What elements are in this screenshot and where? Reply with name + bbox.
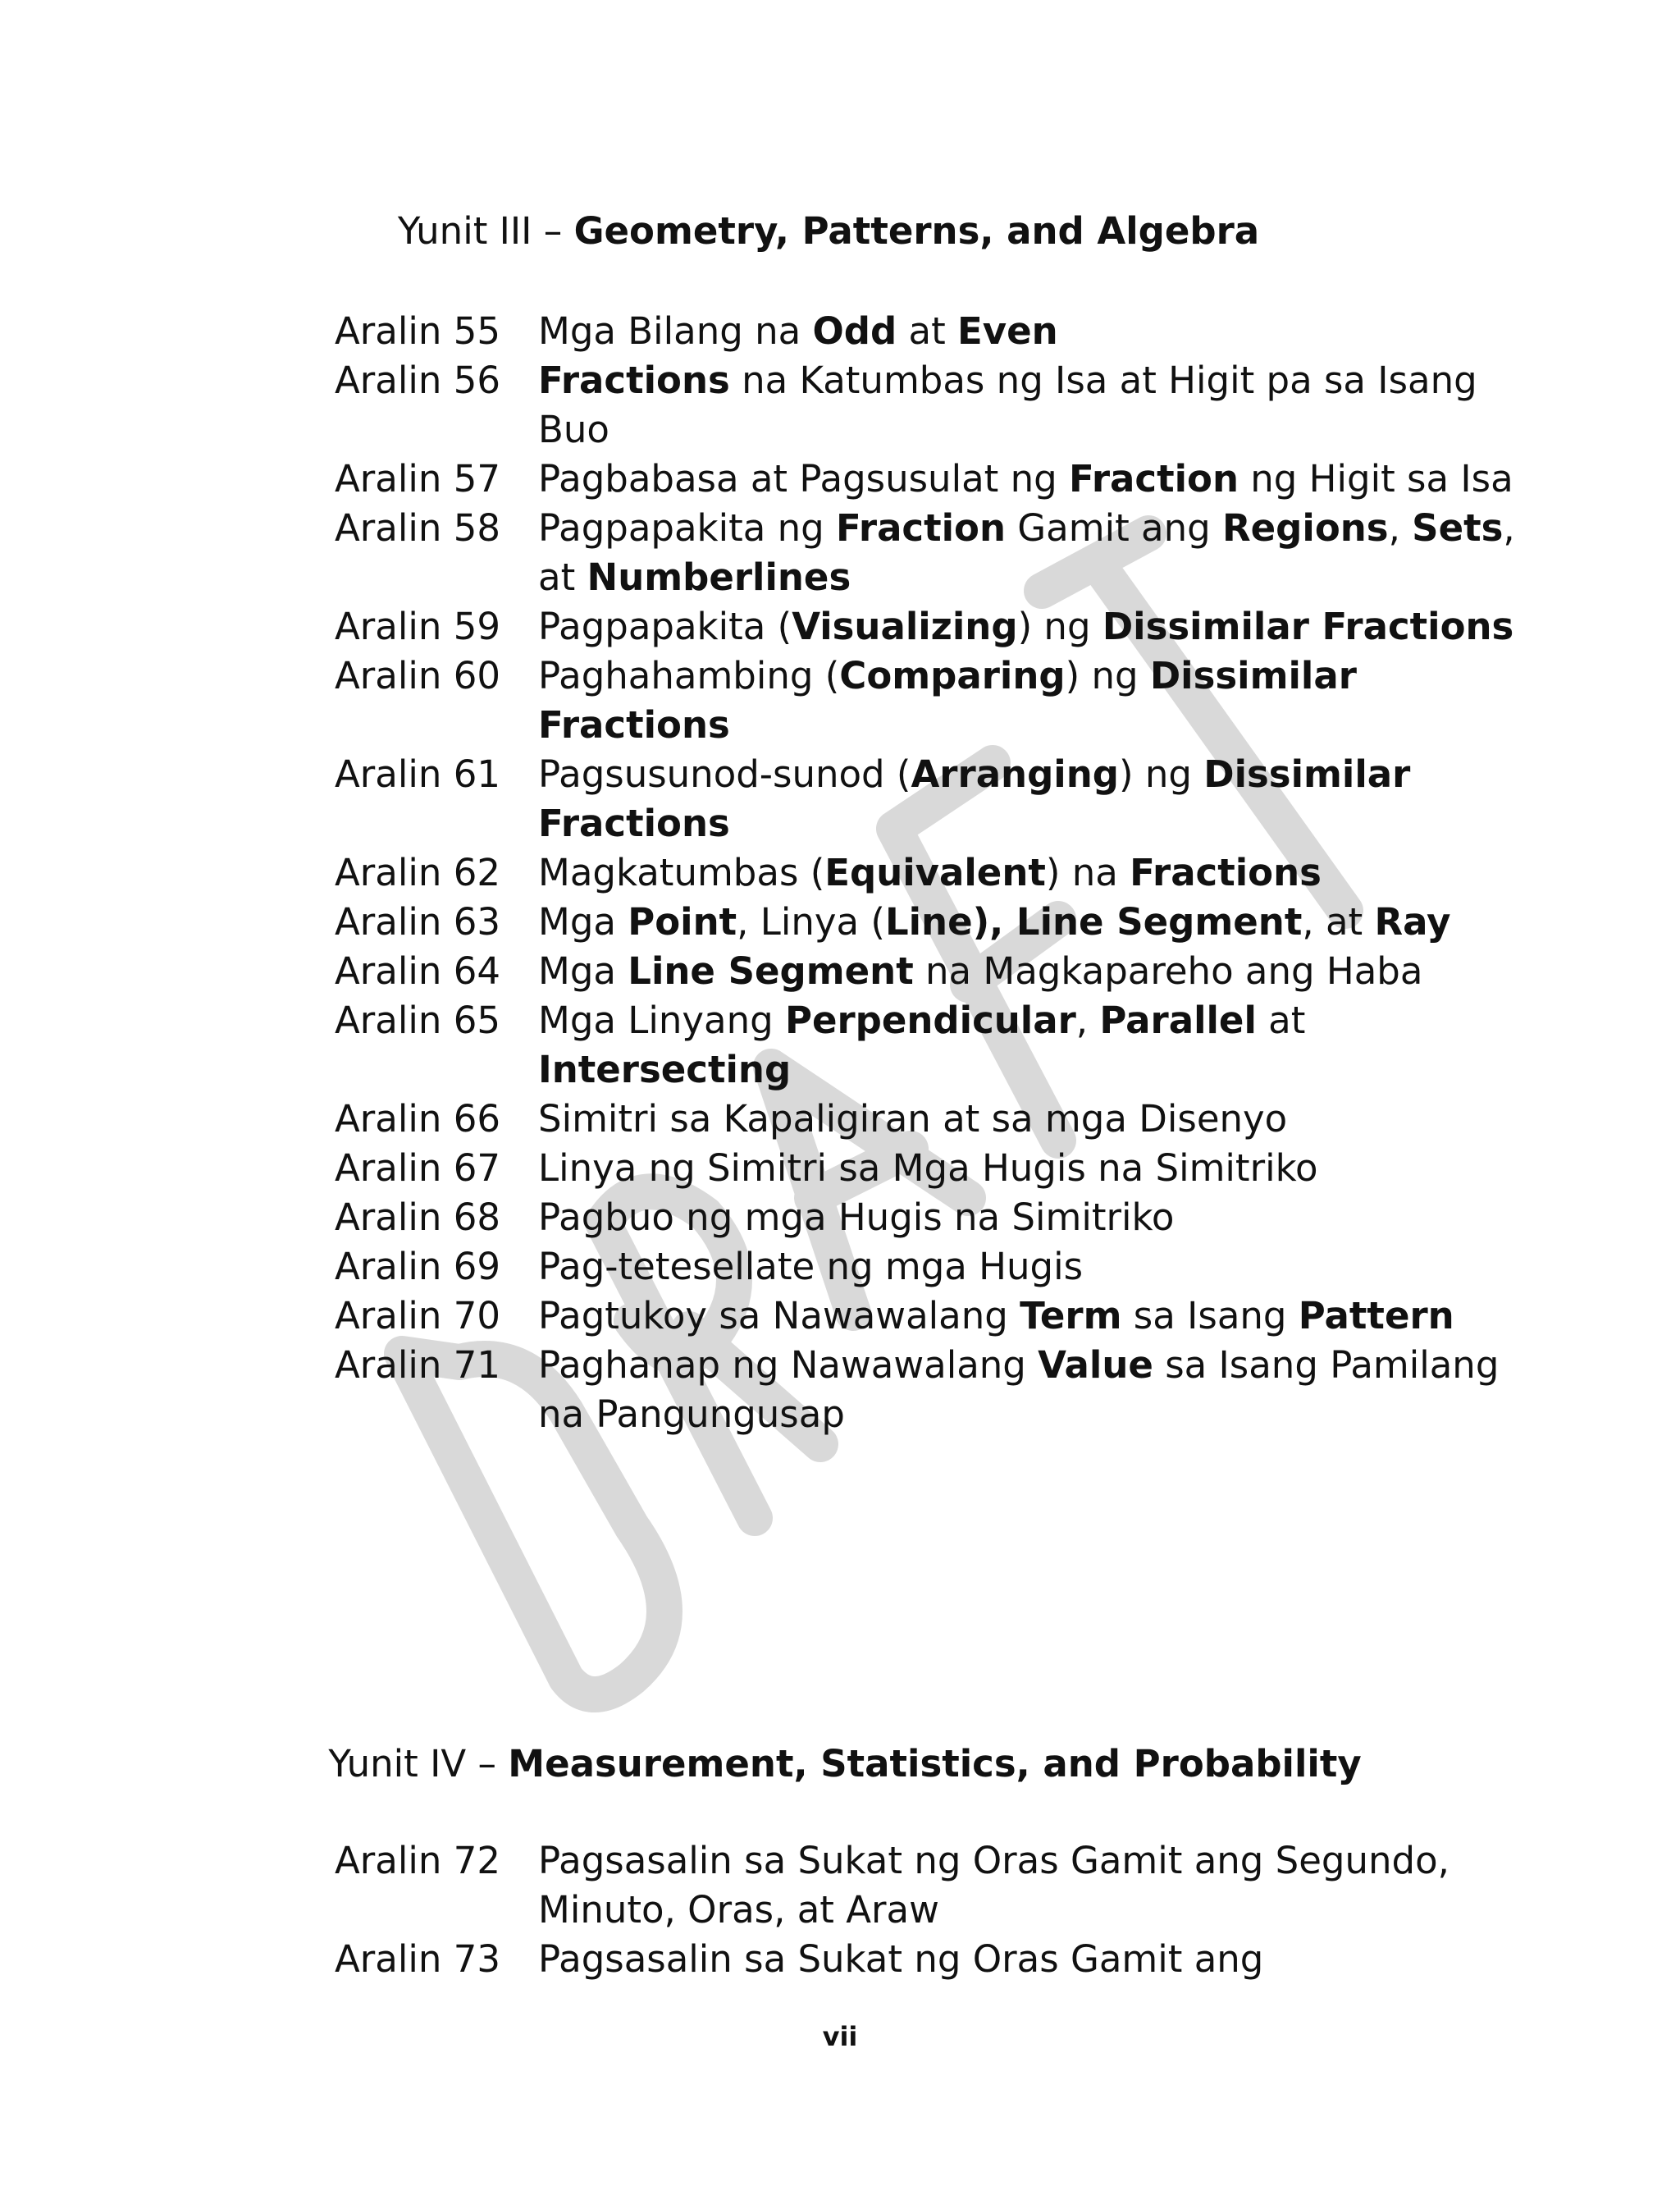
lesson-title-part: Mga Linyang <box>538 999 785 1042</box>
lesson-entry <box>335 356 1647 455</box>
lesson-number: Aralin 56 <box>335 359 500 402</box>
lesson-number: Aralin 62 <box>335 851 500 894</box>
lesson-entry <box>335 848 1647 898</box>
lesson-number: Aralin 72 <box>335 1839 500 1882</box>
lesson-title-part: Paghanap ng Nawawalang <box>538 1343 1039 1387</box>
lesson-number: Aralin 71 <box>335 1343 500 1387</box>
lesson-title <box>538 1341 1555 1439</box>
lesson-title-bold-part: Ray <box>1374 900 1451 944</box>
lesson-number: Aralin 67 <box>335 1146 500 1190</box>
lesson-title-part: Pagsasalin sa Sukat ng Oras Gamit ang <box>538 1937 1264 1981</box>
lesson-number: Aralin 68 <box>335 1196 500 1239</box>
lesson-number: Aralin 73 <box>335 1937 500 1981</box>
lesson-title-bold-part: Odd <box>812 309 897 353</box>
lesson-title <box>538 947 1555 996</box>
lesson-entry <box>335 750 1647 848</box>
lesson-title-part: , at <box>1302 900 1375 944</box>
lesson-entry <box>335 455 1647 504</box>
lesson-title-part: Pagtukoy sa Nawawalang <box>538 1294 1020 1337</box>
lesson-title-bold-part: Visualizing <box>792 605 1018 648</box>
lesson-title-part: Simitri sa Kapaligiran at sa mga Disenyo <box>538 1097 1288 1141</box>
lesson-title <box>538 996 1555 1095</box>
lesson-entry <box>335 1836 1647 1935</box>
lesson-title-part: Pagpapakita ( <box>538 605 792 648</box>
lesson-title <box>538 356 1555 455</box>
lesson-title-part: ng Higit sa Isa <box>1238 457 1513 501</box>
lesson-title-part: Gamit ang <box>1006 506 1223 550</box>
lesson-title-part: ) ng <box>1017 605 1102 648</box>
lesson-title-bold-part: Value <box>1038 1343 1153 1387</box>
lesson-entry <box>335 996 1647 1095</box>
lesson-title-bold-part: Perpendicular <box>784 999 1076 1042</box>
lesson-title-bold-part: Dissimilar Fractions <box>1102 605 1514 648</box>
lesson-number: Aralin 63 <box>335 900 500 944</box>
unit-4-heading <box>5 1740 1680 1789</box>
lesson-title-part: , Linya ( <box>737 900 885 944</box>
lesson-title-bold-part: Even <box>957 309 1058 353</box>
lesson-entry <box>335 898 1647 947</box>
lesson-title <box>538 652 1555 750</box>
unit-4-prefix: Yunit IV – <box>328 1742 509 1785</box>
lesson-title-bold-part: Point <box>628 900 737 944</box>
lesson-entry <box>335 602 1647 652</box>
lesson-title <box>538 1836 1555 1935</box>
lesson-title-bold-part: Dissimilar Fractions <box>538 654 1357 747</box>
lesson-title-part: Pagbuo ng mga Hugis na Simitriko <box>538 1196 1175 1239</box>
lesson-title-bold-part: Fractions <box>538 359 730 402</box>
lesson-title-part: Mga <box>538 949 628 993</box>
lesson-title-part: ) ng <box>1118 752 1204 796</box>
lesson-title-part: Pagbabasa at Pagsusulat ng <box>538 457 1069 501</box>
lesson-title-part: at <box>1256 999 1306 1042</box>
unit-3-title: Geometry, Patterns, and Algebra <box>573 209 1260 253</box>
lesson-title-bold-part: Fraction <box>836 506 1006 550</box>
lesson-title-bold-part: Arranging <box>911 752 1119 796</box>
lesson-entry <box>335 1095 1647 1144</box>
lesson-entry <box>335 1242 1647 1292</box>
lesson-title-bold-part: Fractions <box>1130 851 1322 894</box>
lesson-title-part: Pag-tetesellate ng mga Hugis <box>538 1245 1084 1288</box>
lesson-title-bold-part: Dissimilar Fractions <box>538 752 1411 845</box>
lesson-title <box>538 1935 1555 1984</box>
lesson-number: Aralin 58 <box>335 506 500 550</box>
lesson-number: Aralin 66 <box>335 1097 500 1141</box>
unit-4-lesson-list <box>335 1836 1647 1984</box>
lesson-title-part: sa Isang Pamilang na Pangungusap <box>538 1343 1500 1436</box>
lesson-number: Aralin 70 <box>335 1294 500 1337</box>
lesson-title <box>538 848 1555 898</box>
lesson-title <box>538 1095 1555 1144</box>
lesson-entry <box>335 504 1647 602</box>
lesson-title-part: Pagpapakita ng <box>538 506 837 550</box>
unit-4-title: Measurement, Statistics, and Probability <box>508 1742 1362 1785</box>
lesson-title <box>538 1193 1555 1242</box>
lesson-number: Aralin 65 <box>335 999 500 1042</box>
lesson-title-part: ) na <box>1045 851 1130 894</box>
lesson-title <box>538 1292 1555 1341</box>
lesson-title <box>538 750 1555 848</box>
lesson-entry <box>335 1341 1647 1439</box>
lesson-number: Aralin 59 <box>335 605 500 648</box>
lesson-entry <box>335 1292 1647 1341</box>
lesson-title-part: Magkatumbas ( <box>538 851 825 894</box>
lesson-number: Aralin 64 <box>335 949 500 993</box>
lesson-title-part: Pagsusunod-sunod ( <box>538 752 911 796</box>
lesson-number: Aralin 55 <box>335 309 500 353</box>
lesson-title-part: Linya ng Simitri sa Mga Hugis na Simitriko <box>538 1146 1318 1190</box>
lesson-title-part: Paghahambing ( <box>538 654 840 697</box>
lesson-title-bold-part: Term <box>1020 1294 1122 1337</box>
lesson-title <box>538 307 1555 356</box>
lesson-entry <box>335 1193 1647 1242</box>
lesson-entry <box>335 652 1647 750</box>
lesson-title-bold-part: Parallel <box>1099 999 1257 1042</box>
lesson-number: Aralin 57 <box>335 457 500 501</box>
lesson-title-bold-part: Fraction <box>1069 457 1239 501</box>
lesson-title-bold-part: Intersecting <box>538 1048 792 1091</box>
lesson-title-part: Pagsasalin sa Sukat ng Oras Gamit ang Segundo, Minuto, Oras, at Araw <box>538 1839 1449 1932</box>
lesson-title-bold-part: Numberlines <box>587 556 851 599</box>
lesson-number: Aralin 61 <box>335 752 500 796</box>
lesson-title-part: , <box>1388 506 1413 550</box>
unit-3-lesson-list <box>335 307 1647 1439</box>
lesson-entry <box>335 1935 1647 1984</box>
lesson-title <box>538 1144 1555 1193</box>
lesson-title-bold-part: Sets <box>1412 506 1504 550</box>
lesson-title-part: ) ng <box>1065 654 1150 697</box>
lesson-title <box>538 455 1555 504</box>
lesson-title <box>538 504 1555 602</box>
unit-3-heading <box>0 207 1669 256</box>
lesson-title-bold-part: ), Line Segment <box>972 900 1303 944</box>
lesson-title-part: , at <box>538 506 1515 599</box>
lesson-title-bold-part: Regions <box>1222 506 1389 550</box>
lesson-number: Aralin 60 <box>335 654 500 697</box>
lesson-entry <box>335 1144 1647 1193</box>
lesson-title-part: Mga <box>538 900 628 944</box>
lesson-title-part: sa Isang <box>1121 1294 1299 1337</box>
lesson-title-part: na Magkapareho ang Haba <box>913 949 1423 993</box>
lesson-title-part: Mga Bilang na <box>538 309 813 353</box>
lesson-entry <box>335 947 1647 996</box>
lesson-title-bold-part: Line Segment <box>628 949 914 993</box>
unit-3-prefix: Yunit III – <box>397 209 574 253</box>
lesson-title-bold-part: Equivalent <box>824 851 1046 894</box>
lesson-title-part: na Katumbas ng Isa at Higit pa sa Isang Buo <box>538 359 1477 451</box>
lesson-number: Aralin 69 <box>335 1245 500 1288</box>
lesson-title-bold-part: Line <box>884 900 973 944</box>
lesson-title-bold-part: Pattern <box>1298 1294 1454 1337</box>
lesson-title <box>538 1242 1555 1292</box>
lesson-entry <box>335 307 1647 356</box>
lesson-title <box>538 602 1555 652</box>
page-number: vii <box>822 2021 858 2052</box>
lesson-title-part: , <box>1075 999 1100 1042</box>
lesson-title-part: at <box>897 309 958 353</box>
lesson-title-bold-part: Comparing <box>839 654 1066 697</box>
lesson-title <box>538 898 1555 947</box>
